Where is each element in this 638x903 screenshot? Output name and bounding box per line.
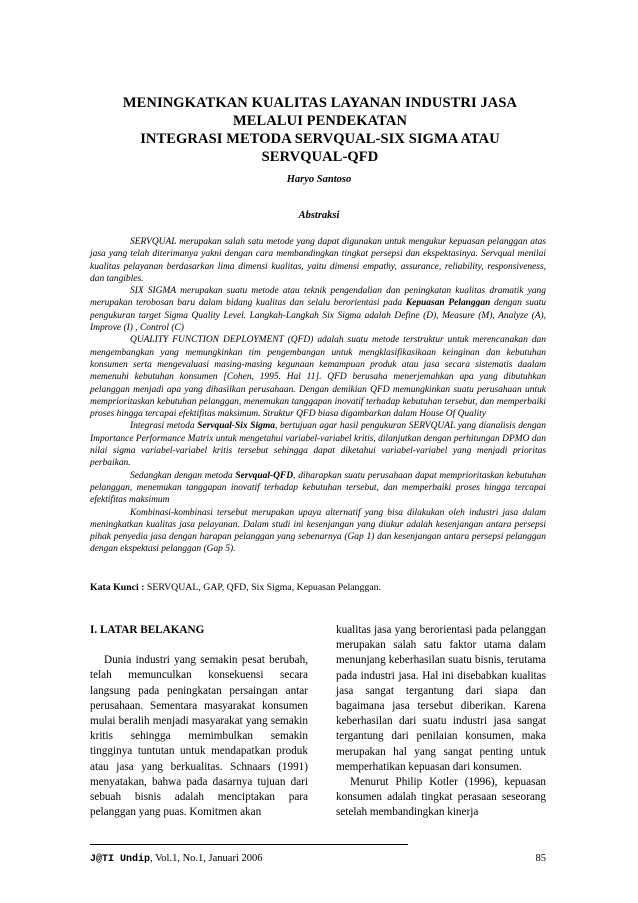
paper-title [60, 94, 580, 166]
keywords [90, 582, 546, 593]
abstract-paragraph: Integrasi metoda Servqual-Six Sigma, bertujuan agar hasil pengukuran SERVQUAL yang dianalisis dengan Importance Performance Matrix untuk mengetahui variabel-variabel kritis, dilanjutkan dengan perhitungan DPMO dan nilai sigma variabel-variabel kritis tersebut sehingga dapat diketahui variabel-variabel yang menjadi prioritas perbaikan. [90, 421, 546, 469]
title-line: MELALUI PENDEKATAN [232, 113, 408, 129]
author-name: Haryo Santoso [286, 174, 352, 185]
section-heading: I. LATAR BELAKANG [90, 624, 205, 636]
left-column [90, 623, 308, 820]
keywords-label: Kata Kunci : [90, 582, 145, 593]
title-line: MENINGKATKAN KUALITAS LAYANAN INDUSTRI JASA [122, 95, 518, 111]
abstract-paragraph: SERVQUAL merupakan salah satu metode yang dapat digunakan untuk mengukur kepuasan pelanggan atas jasa yang telah diterimanya yakni dengan cara membandingkan tingkat persepsi dan ekspektasinya. Servqual menilai kualitas pelayanan berdasarkan lima dimensi kualitas, yaitu dimensi empathy, assurance, reliability, responsiveness, dan tangibles. [90, 237, 546, 284]
abstract-body [90, 236, 546, 556]
abstract-heading: Abstraksi [298, 210, 340, 221]
page-footer [90, 853, 546, 865]
body-paragraph: Menurut Philip Kotler (1996), kepuasan konsumen adalah tingkat perasaan seseorang setelah membandingkan kinerja [336, 776, 546, 819]
body-paragraph: Dunia industri yang semakin pesat berubah, telah memunculkan konsekuensi secara langsung pada peningkatan persaingan antar perusahaan. Sementara masyarakat konsumen mulai beralih menjadi masyarakat yang semakin kritis sehingga memimbulkan semakin tingginya tuntutan untuk mendapatkan produk atau jasa yang berkualitas. Schnaars (1991) menyatakan, bahwa pada dasarnya tujuan dari sebuah bisnis adalah menciptakan para pelanggan yang puas. Komitmen akan [90, 654, 308, 819]
journal-name: J@TI Undip [90, 854, 151, 865]
keywords-list: SERVQUAL, GAP, QFD, Six Sigma, Kepuasan Pelanggan. [144, 582, 381, 593]
abstract-paragraph: QUALITY FUNCTION DEPLOYMENT (QFD) adalah suatu metode terstruktur untuk merencanakan dan mengembangkan yang memungkinkan tim pengembangan untuk mengklasifikasikaan keinginan dan kebutuhan konsumen serta mengevaluasi masing-masing kegunaan kemampuan produk atau jasa secara sistematis daalam memenuhi kebutuhan konsumen [Cohen, 1995. Hal 11]. QFD berusaha menerjemahkan apa yang dibutuhkan pelanggan menjadi apa yang dihasilkan perusahaan. Dengan demikian QFD memungkinkan suatu perusahaan untuk memprioritaskan kebutuhan pelanggan, menemukan tanggapan inovatif terhadap kebutuhan tersebut, dan memperbaiki proses hingga tercapai efektifitas maksimum. Struktur QFD biasa digambarkan dalam House Of Quality [90, 335, 546, 420]
right-column [336, 623, 546, 821]
title-line: INTEGRASI METODA SERVQUAL-SIX SIGMA ATAU [140, 131, 500, 147]
abstract-paragraph: SIX SIGMA merupakan suatu metode atau teknik pengendalian dan peningkatan kualitas dramatik yang merupakan terobosan baru dalam bidang kualitas dan selalu berorientasi pada Kepuasan Pelanggan dengan suatu pengukuran target Sigma Quality Level. Langkah-Langkah Six Sigma adalah Define (D), Measure (M), Analyze (A), Improve (I) , Control (C) [90, 286, 547, 334]
footer-rule [90, 844, 408, 845]
title-line: SERVQUAL-QFD [261, 149, 379, 165]
body-paragraph: kualitas jasa yang berorientasi pada pelanggan merupakan salah satu faktor utama dalam menunjang keberhasilan suatu bisnis, terutama pada industri jasa. Hal ini disebabkan kualitas jasa sangat tergantung dari siapa dan bagaimana jasa tersebut diberikan. Karena keberhasilan dari suatu industri jasa sangat tergantung dari penilaian konsumen, maka merupakan hal yang sangat penting untuk memperhatikan kepuasan dari konsumen. [336, 624, 546, 773]
abstract-paragraph: Sedangkan dengan metoda Servqual-QFD, diharapkan suatu perusahaan dapat memprioritaskan kebutuhan pelanggan, menemukan tanggapan inovatif terhadap kebutuhan tersebut, dan memperbaiki proses hingga tercapai efektifitas maksimum [90, 470, 546, 506]
page-number: 85 [535, 853, 546, 864]
abstract-paragraph: Kombinasi-kombinasi tersebut merupakan upaya alternatif yang bisa dilakukan oleh industri jasa dalam meningkatkan kualitas jasa pelayanan. Dalam studi ini kesenjangan yang diukur adalah kesenjangan antara persepsi pihak penyedia jasa dengan harapan pelanggan yang sebenarnya (Gap 1) dan kesenjangan antara persepsi pelanggan dengan ekspektasi pelanggan (Gap 5). [90, 507, 546, 555]
journal-issue: , Vol.1, No.1, Januari 2006 [150, 853, 263, 864]
